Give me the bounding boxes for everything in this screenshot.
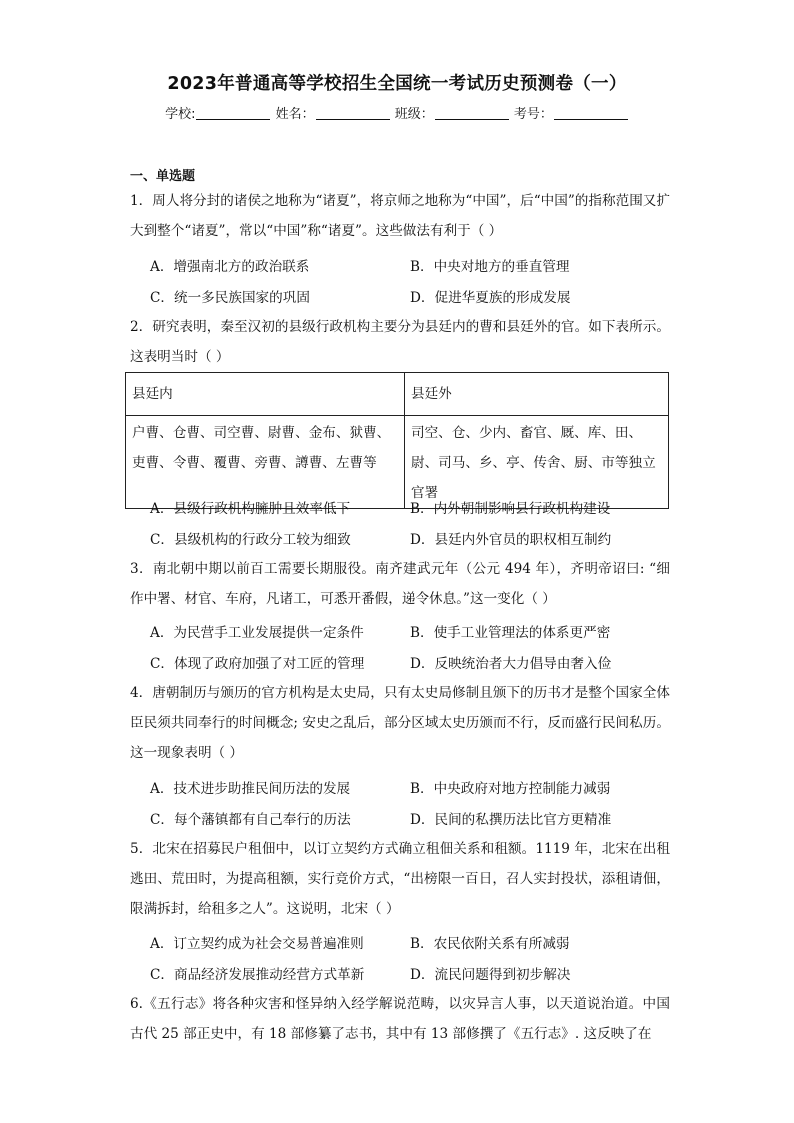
class-label: 班级： <box>394 107 434 122</box>
question-2-stem: 2．研究表明，秦至汉初的县级行政机构主要分为县廷内的曹和县廷外的官。如下表所示。这表明当时（ ） <box>130 319 670 365</box>
question-1-option-d: D．促进华夏族的形成发展 <box>410 290 571 306</box>
question-1-option-b: B．中央对地方的垂直管理 <box>410 259 570 275</box>
question-2-option-b: B．内外朝制影响县行政机构建设 <box>410 501 611 517</box>
question-6-stem: 6.《五行志》将各种灾害和怪异纳入经学解说范畴，以灾异言人事，以天道说治道。中国古代 25 部正史中，有 18 部修纂了志书，其中有 13 部修撰了《五行志》. 这反映了在 <box>130 996 670 1042</box>
table-header-inside: 县廷内 <box>126 373 405 416</box>
question-3-option-c: C．体现了政府加强了对工匠的管理 <box>150 656 365 672</box>
table-cell-outside: 司空、仓、少内、畜官、厩、库、田、尉、司马、乡、亭、传舍、厨、市等独立官署 <box>405 416 669 509</box>
question-5-stem: 5．北宋在招募民户租佃中，以订立契约方式确立租佃关系和租额。1119 年，北宋在出租逃田、荒田时，为提高租额，实行竞价方式，“出榜限一百日，召人实封投状，添租请佃，限满拆封，给租多之人”。这说明，北宋（ ） <box>130 841 670 917</box>
question-3-option-b: B．使手工业管理法的体系更严密 <box>410 625 611 641</box>
question-2-table <box>125 372 669 509</box>
table-cell-inside: 户曹、仓曹、司空曹、尉曹、金布、狱曹、吏曹、令曹、覆曹、旁曹、譐曹、左曹等 <box>126 416 405 509</box>
question-5-option-c: C．商品经济发展推动经营方式革新 <box>150 967 365 983</box>
question-3-option-d: D．反映统治者大力倡导由奢入俭 <box>410 656 612 672</box>
exam-number-label: 考号： <box>513 107 553 122</box>
class-blank <box>435 107 509 120</box>
question-4-option-d: D．民间的私撰历法比官方更精准 <box>410 812 612 828</box>
question-3-option-a: A．为民营手工业发展提供一定条件 <box>150 625 364 641</box>
question-3-stem: 3．南北朝中期以前百工需要长期服役。南齐建武元年（公元 494 年），齐明帝诏曰: “细作中署、材官、车府，凡诸工，可悉开番假，递令休息。”这一变化（ ） <box>130 561 670 607</box>
question-5-option-d: D．流民问题得到初步解决 <box>410 967 571 983</box>
question-5-option-a: A．订立契约成为社会交易普遍准则 <box>150 936 364 952</box>
name-label: 姓名： <box>275 107 315 122</box>
question-2-option-a: A．县级行政机构臃肿且效率低下 <box>150 501 351 517</box>
school-label: 学校: <box>165 107 196 122</box>
page-title: 2023年普通高等学校招生全国统一考试历史预测卷（一） <box>167 74 627 94</box>
name-blank <box>316 107 390 120</box>
question-4-option-c: C．每个藩镇都有自己奉行的历法 <box>150 812 351 828</box>
question-2-option-c: C．县级机构的行政分工较为细致 <box>150 532 351 548</box>
section-title: 一、单选题 <box>130 169 196 184</box>
question-4-option-b: B．中央政府对地方控制能力减弱 <box>410 781 611 797</box>
question-1-option-c: C．统一多民族国家的巩固 <box>150 290 310 306</box>
student-info-line <box>0 103 794 122</box>
question-1-option-a: A．增强南北方的政治联系 <box>150 259 310 275</box>
question-1-stem: 1．周人将分封的诸侯之地称为“诸夏”，将京师之地称为“中国”，后“中国”的指称范围又扩大到整个“诸夏”，常以“中国”称“诸夏”。这些做法有利于（ ） <box>130 193 670 239</box>
question-4-stem: 4．唐朝制历与颁历的官方机构是太史局，只有太史局修制且颁下的历书才是整个国家全体臣民须共同奉行的时间概念; 安史之乱后，部分区域太史历颁而不行，反而盛行民间私历。这一现象表明（ ） <box>130 685 670 761</box>
question-4-option-a: A．技术进步助推民间历法的发展 <box>150 781 351 797</box>
table-header-outside: 县廷外 <box>405 373 669 416</box>
question-5-option-b: B．农民依附关系有所减弱 <box>410 936 570 952</box>
school-blank <box>196 107 270 120</box>
question-2-option-d: D．县廷内外官员的职权相互制约 <box>410 532 612 548</box>
exam-number-blank <box>554 107 628 120</box>
